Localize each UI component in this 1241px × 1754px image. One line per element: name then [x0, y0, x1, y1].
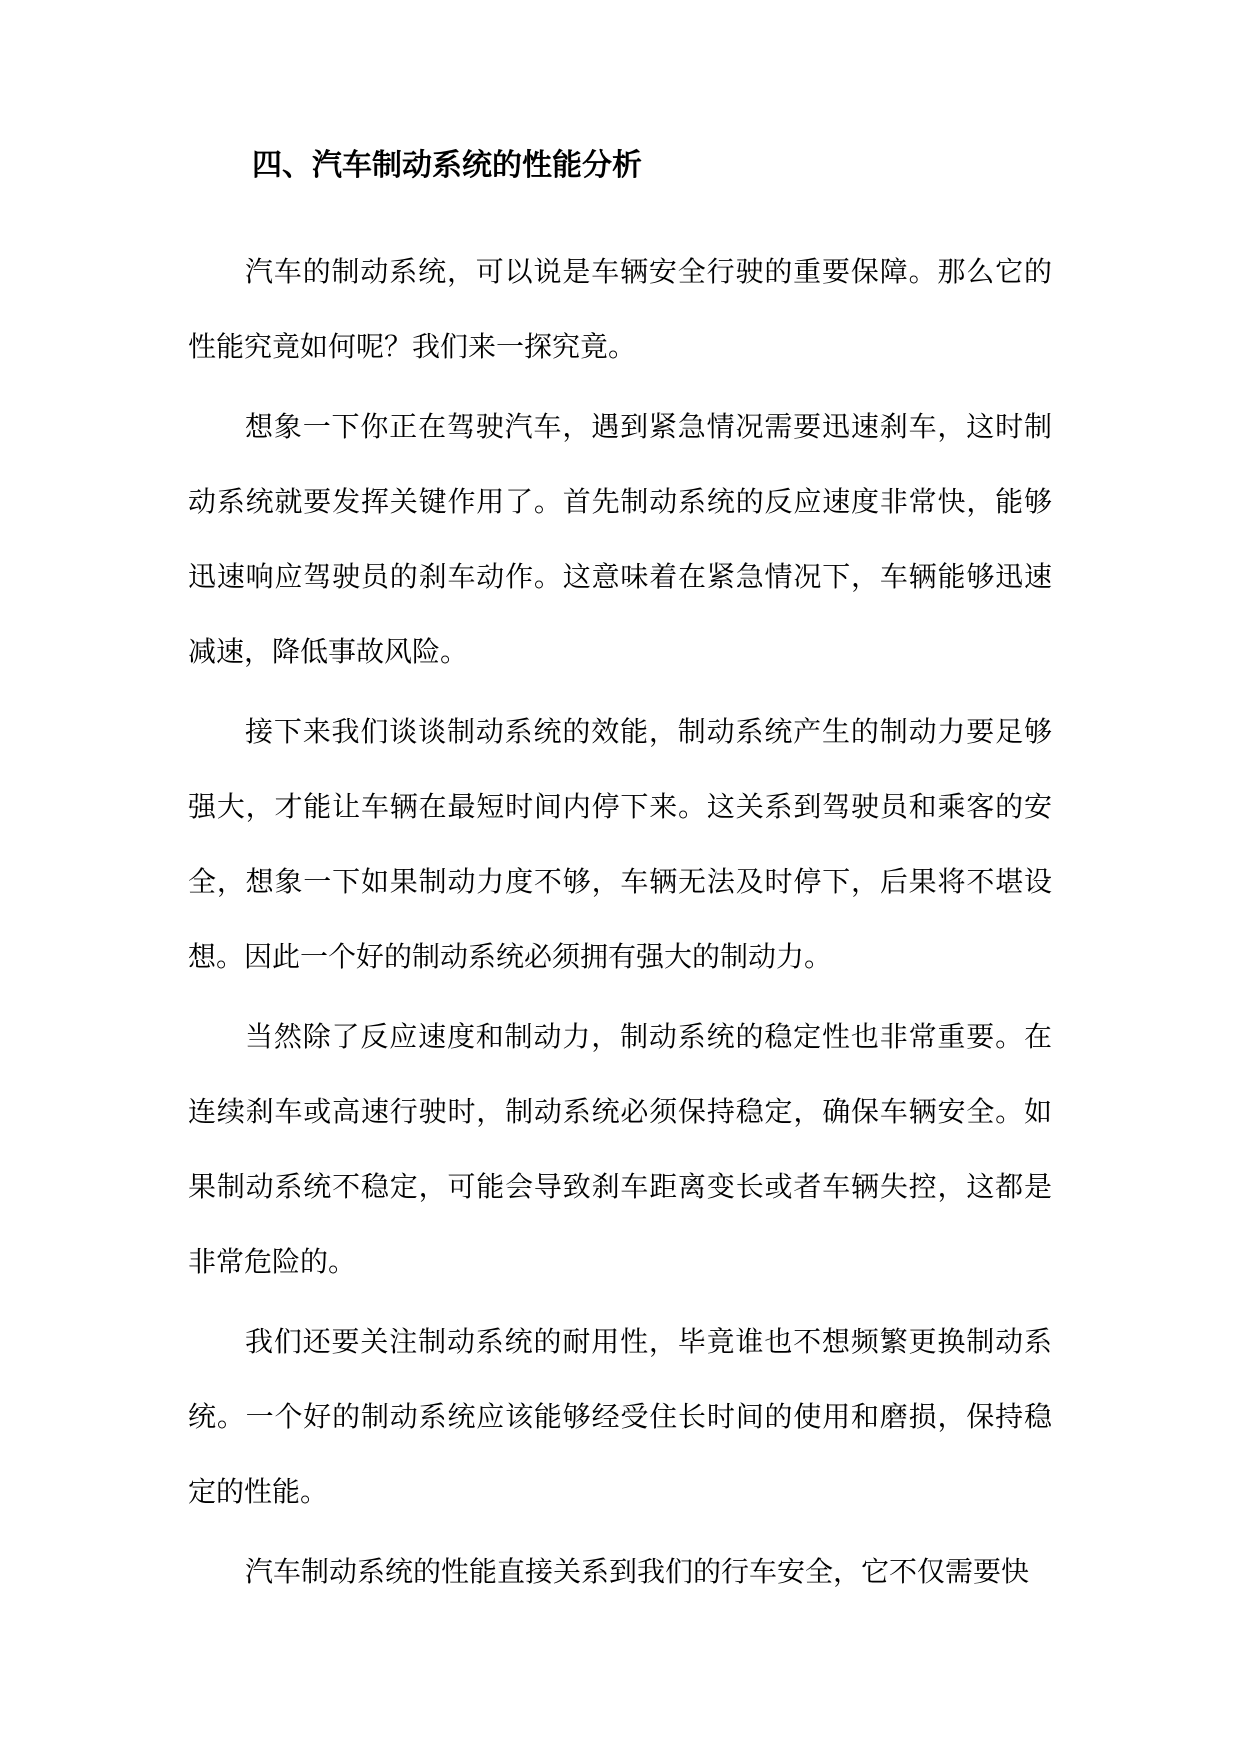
paragraph: 汽车的制动系统，可以说是车辆安全行驶的重要保障。那么它的性能究竟如何呢？我们来一探究竟。 [188, 255, 1052, 363]
section-heading: 四、汽车制动系统的性能分析 [252, 148, 642, 183]
paragraph: 想象一下你正在驾驶汽车，遇到紧急情况需要迅速刹车，这时制动系统就要发挥关键作用了。首先制动系统的反应速度非常快，能够迅速响应驾驶员的刹车动作。这意味着在紧急情况下，车辆能够迅速减速，降低事故风险。 [188, 410, 1052, 668]
paragraph: 我们还要关注制动系统的耐用性，毕竟谁也不想频繁更换制动系统。一个好的制动系统应该能够经受住长时间的使用和磨损，保持稳定的性能。 [188, 1325, 1052, 1508]
paragraph: 汽车制动系统的性能直接关系到我们的行车安全，它不仅需要快 [245, 1555, 1030, 1588]
body-text [188, 234, 1052, 1614]
paragraph: 当然除了反应速度和制动力，制动系统的稳定性也非常重要。在连续刹车或高速行驶时，制动系统必须保持稳定，确保车辆安全。如果制动系统不稳定，可能会导致刹车距离变长或者车辆失控，这都是非常危险的。 [188, 1020, 1052, 1278]
paragraph: 接下来我们谈谈制动系统的效能，制动系统产生的制动力要足够强大，才能让车辆在最短时间内停下来。这关系到驾驶员和乘客的安全，想象一下如果制动力度不够，车辆无法及时停下，后果将不堪设想。因此一个好的制动系统必须拥有强大的制动力。 [188, 715, 1052, 973]
